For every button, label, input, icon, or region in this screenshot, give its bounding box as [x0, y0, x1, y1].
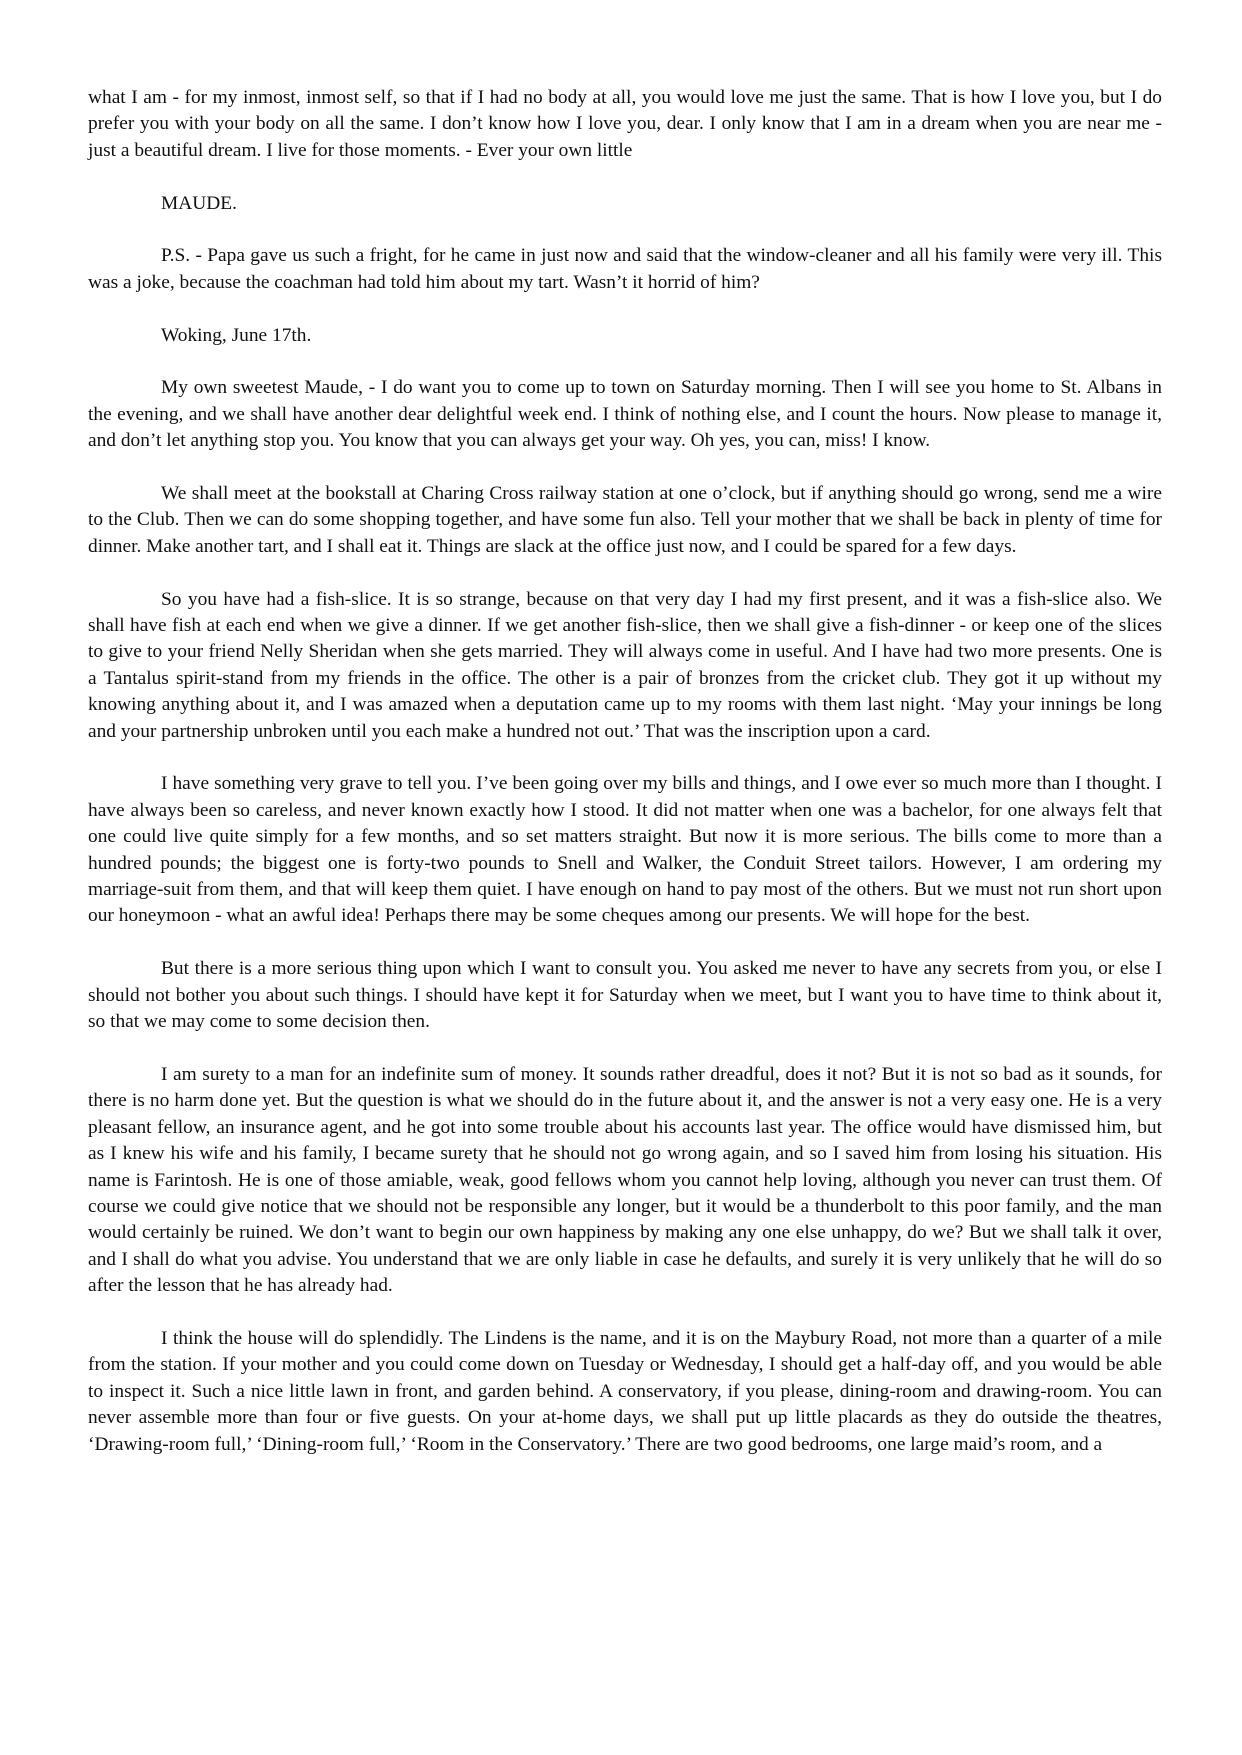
paragraph-house: I think the house will do splendidly. The Lindens is the name, and it is on the Maybury Road, not more than a quarter of a mile from the station. If your mother and you could come down on Tuesday or Wednesday, I should get a half-day off, and you would be able to inspect it. Such a nice little lawn in front, and garden behind. A conservatory, if you please, dining-room and drawing-room. You can never assemble more than four or five guests. On your at-home days, we shall put up little placards as they do outside the theatres, ‘Drawing-room full,’ ‘Dining-room full,’ ‘Room in the Conservatory.’ There are two good bedrooms, one large maid’s room, and a: [88, 1327, 1162, 1455]
paragraph-surety: I am surety to a man for an indefinite sum of money. It sounds rather dreadful, does it not? But it is not so bad as it sounds, for there is no harm done yet. But the question is what we should do in the future about it, and the answer is not a very easy one. He is a very pleasant fellow, an insurance agent, and he got into some trouble about his accounts last year. The office would have dismissed him, but as I knew his wife and his family, I became surety that he should not go wrong again, and so I saved him from losing his situation. His name is Farintosh. He is one of those amiable, weak, good fellows whom you cannot help loving, although you never can trust them. Of course we could give notice that we should not be responsible any longer, but it would be a thunderbolt to this poor family, and the man would certainly be ruined. We don’t want to begin our own happiness by making any one else unhappy, do we? But we shall talk it over, and I shall do what you advise. You understand that we are only liable in case he defaults, and surely it is very unlikely that he will do so after the lesson that he has already had.: [88, 1063, 1162, 1297]
signature: MAUDE.: [161, 192, 237, 214]
letter-dateline: Woking, June 17th.: [161, 324, 312, 346]
paragraph-salutation: My own sweetest Maude, - I do want you to come up to town on Saturday morning. Then I will see you home to St. Albans in the evening, and we shall have another dear delightful week end. I think of nothing else, and I count the hours. Now please to manage it, and don’t let anything stop you. You know that you can always get your way. Oh yes, you can, miss! I know.: [88, 377, 1162, 452]
paragraph-consult: But there is a more serious thing upon which I want to consult you. You asked me never to have any secrets from you, or else I should not bother you about such things. I should have kept it for Saturday when we meet, but I want you to have time to think about it, so that we may come to some decision then.: [88, 958, 1162, 1033]
document-page: [88, 85, 1162, 1458]
paragraph-postscript: P.S. - Papa gave us such a fright, for he came in just now and said that the window-cleaner and all his family were very ill. This was a joke, because the coachman had told him about my tart. Wasn’t it horrid of him?: [88, 245, 1162, 293]
paragraph-continuation: what I am - for my inmost, inmost self, so that if I had no body at all, you would love me just the same. That is how I love you, but I do prefer you with your body on all the same. I don’t know how I love you, dear. I only know that I am in a dream when you are near me - just a beautiful dream. I live for those moments. - Ever your own little: [88, 87, 1162, 161]
paragraph-fish-slice: So you have had a fish-slice. It is so strange, because on that very day I had my first present, and it was a fish-slice also. We shall have fish at each end when we give a dinner. If we get another fish-slice, then we shall give a fish-dinner - or keep one of the slices to give to your friend Nelly Sheridan when she gets married. They will always come in useful. And I have had two more presents. One is a Tantalus spirit-stand from my friends in the office. The other is a pair of bronzes from the cricket club. They got it up without my knowing anything about it, and I was amazed when a deputation came up to my rooms with them last night. ‘May your innings be long and your partnership unbroken until you each make a hundred not out.’ That was the inscription upon a card.: [88, 588, 1162, 742]
paragraph-meeting: We shall meet at the bookstall at Charing Cross railway station at one o’clock, but if anything should go wrong, send me a wire to the Club. Then we can do some shopping together, and have some fun also. Tell your mother that we shall be back in plenty of time for dinner. Make another tart, and I shall eat it. Things are slack at the office just now, and I could be spared for a few days.: [88, 483, 1162, 557]
paragraph-bills: I have something very grave to tell you. I’ve been going over my bills and things, and I owe ever so much more than I thought. I have always been so careless, and never known exactly how I stood. It did not matter when one was a bachelor, for one always felt that one could live quite simply for a few months, and so set matters straight. But now it is more serious. The bills come to more than a hundred pounds; the biggest one is forty-two pounds to Snell and Walker, the Conduit Street tailors. However, I am ordering my marriage-suit from them, and that will keep them quiet. I have enough on hand to pay most of the others. But we must not run short upon our honeymoon - what an awful idea! Perhaps there may be some cheques among our presents. We will hope for the best.: [88, 773, 1162, 927]
